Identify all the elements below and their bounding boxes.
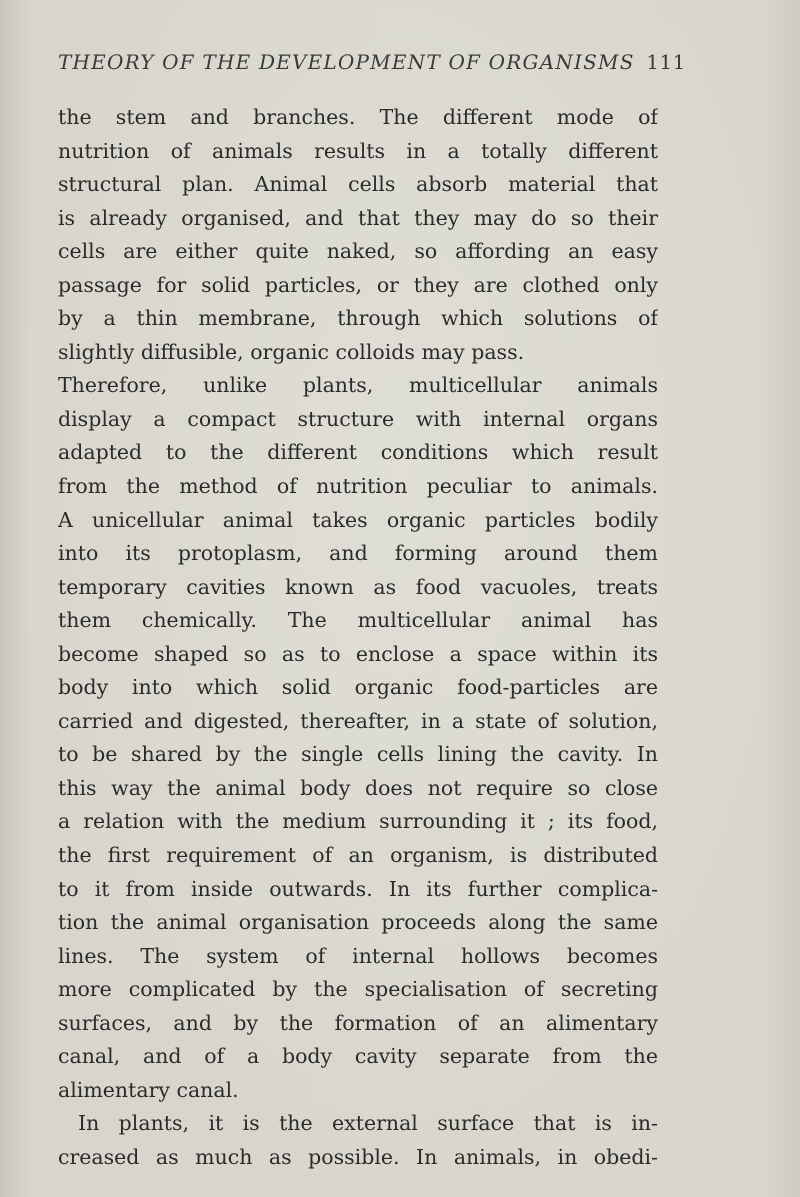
running-head-title: THEORY OF THE DEVELOPMENT OF ORGANISMS [58,50,635,74]
text-line: alimentary canal. [58,1077,239,1102]
text-line: creased as much as possible. In animals, in obedi- [58,1144,658,1169]
text-line: into its protoplasm, and forming around them [58,541,658,566]
text-line: slightly diffusible, organic colloids may pass. [58,339,525,364]
text-line: nutrition of animals results in a totally different [58,138,658,163]
text-line: from the method of nutrition peculiar to animals. [58,474,658,499]
text-line: more complicated by the specialisation of secreting [58,977,658,1002]
text-line: lines. The system of internal hollows becomes [58,943,658,968]
running-head [58,50,686,74]
text-line: tion the animal organisation proceeds along the same [58,910,658,935]
text-line: this way the animal body does not require so close [58,775,658,800]
text-line: the first requirement of an organism, is distributed [58,843,658,868]
text-line: temporary cavities known as food vacuoles, treats [58,574,658,599]
text-line: surfaces, and by the formation of an alimentary [58,1010,658,1035]
text-line: Therefore, unlike plants, multicellular animals [58,373,658,398]
text-line: carried and digested, thereafter, in a state of solution, [58,708,658,733]
text-line: a relation with the medium surrounding it ; its food, [58,809,658,834]
text-line: become shaped so as to enclose a space within its [58,641,658,666]
text-line: In plants, it is the external surface that is in- [78,1111,658,1136]
text-line: structural plan. Animal cells absorb material that [58,172,658,197]
text-line: adapted to the different conditions which result [58,440,658,465]
text-line: canal, and of a body cavity separate from the [58,1044,658,1069]
text-line: passage for solid particles, or they are clothed only [58,272,658,297]
text-line: to it from inside outwards. In its further complica- [58,876,658,901]
text-line: them chemically. The multicellular animal has [58,608,658,633]
text-line: body into which solid organic food-particles are [58,675,658,700]
page-number: 111 [646,50,686,74]
body-text [58,101,658,1175]
text-line: the stem and branches. The different mode of [58,105,658,129]
text-line: A unicellular animal takes organic particles bodily [58,507,658,532]
text-line: is already organised, and that they may do so their [58,205,658,230]
text-line: cells are either quite naked, so affording an easy [58,239,658,264]
text-line: to be shared by the single cells lining the cavity. In [58,742,658,767]
text-line: by a thin membrane, through which solutions of [58,306,658,331]
text-line: display a compact structure with internal organs [58,406,658,431]
